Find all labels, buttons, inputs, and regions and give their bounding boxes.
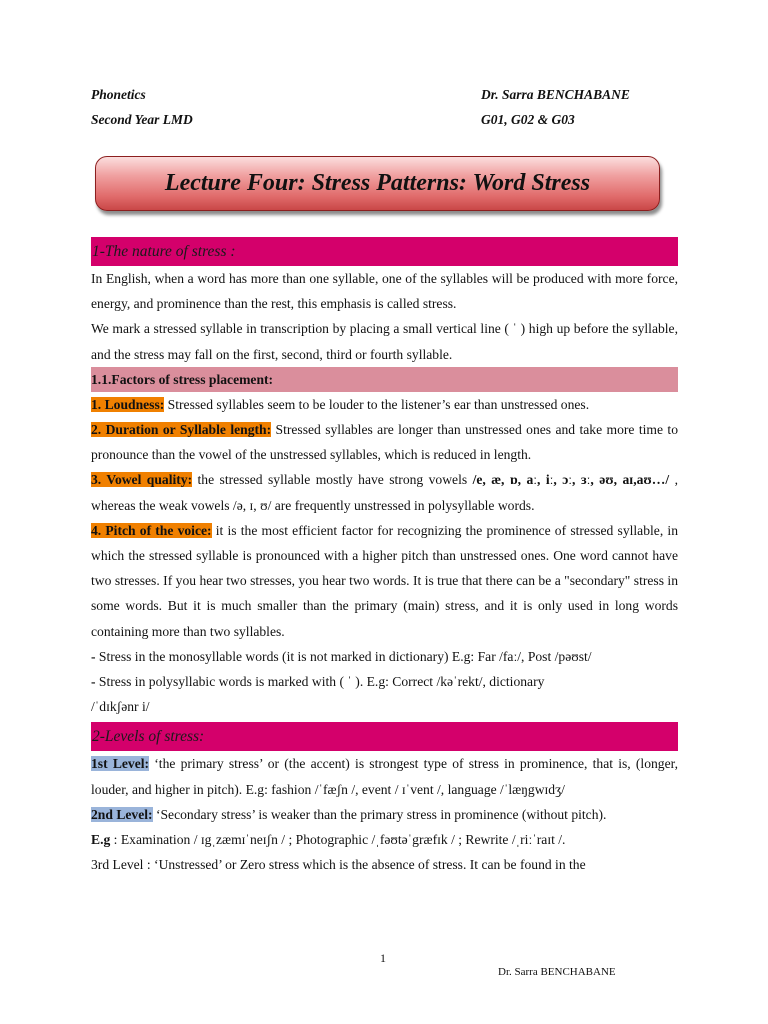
groups: G01, G02 & G03: [481, 112, 575, 127]
factor-text: Stressed syllables seem to be louder to the listener’s ear than unstressed ones.: [164, 396, 590, 412]
example-text: : Examination / ɪgˌzæmɪˈneɪʃn / ; Photographic /ˌfəʊtəˈgræfɪk / ; Rewrite /ˌriːˈraɪt /.: [110, 832, 566, 848]
strong-vowels: /e, æ, ɒ, aː, iː, ɔː, ɜː, əʊ, aɪ,aʊ…/: [472, 472, 670, 488]
factor-pitch: [91, 518, 678, 644]
example-label: E.g: [91, 832, 111, 848]
footer-author: Dr. Sarra BENCHABANE: [498, 966, 616, 978]
factor-duration: [91, 417, 678, 467]
paragraph-marking: We mark a stressed syllable in transcription by placing a small vertical line ( ˈ ) high up before the syllable, and the stress may fall on the first, second, third or fourth syllable.: [91, 321, 678, 362]
lecture-title-box: [95, 156, 660, 211]
factor-text: the stressed syllable mostly have strong vowels: [192, 472, 473, 488]
bullet-dash: -: [91, 648, 96, 664]
factor-label: 2. Duration or Syllable length:: [91, 422, 272, 438]
level-label: 2nd Level:: [91, 806, 153, 822]
level-secondary: [91, 802, 678, 827]
factor-text: Stressed syllables are longer than unstressed ones and take more time to pronounce than the vowel of the unstressed syllables, which is reduced in length.: [91, 422, 678, 463]
factor-vowel-quality: [91, 467, 678, 517]
bullet-text: Stress in polysyllabic words is marked with ( ˈ ). E.g: Correct /kəˈrekt/, dictionary: [95, 674, 545, 690]
factor-loudness: [91, 392, 678, 417]
page-number: 1: [380, 951, 386, 965]
section-heading-levels: 2-Levels of stress:: [91, 722, 678, 751]
lecture-body: [91, 237, 678, 877]
bullet-monosyllable: [91, 644, 678, 669]
bullet-dash: -: [91, 674, 96, 690]
level-text: ‘the primary stress’ or (the accent) is strongest type of stress in prominence, that is, (longer, louder, and higher in pitch). E.g: fashion /ˈfæʃn /, event / ɪˈvent /, language /ˈlæŋgwɪdʒ/: [91, 756, 679, 797]
level-primary: [91, 751, 678, 801]
lecture-title: Lecture Four: Stress Patterns: Word Stress: [164, 170, 591, 196]
author-name: Dr. Sarra BENCHABANE: [481, 87, 630, 102]
paragraph-definition: In English, when a word has more than one syllable, one of the syllables will be produced with more force, energy, and prominence than the rest, this emphasis is called stress.: [91, 271, 678, 312]
section-heading-nature: 1-The nature of stress :: [91, 237, 678, 266]
factor-label: 3. Vowel quality:: [91, 472, 193, 488]
factor-label: 1. Loudness:: [91, 396, 165, 412]
secondary-examples: [91, 827, 678, 852]
course-name: Phonetics: [91, 87, 146, 102]
factor-text: , whereas the weak vowels /ə, ɪ, ʊ/ are frequently unstressed in polysyllable words.: [91, 472, 678, 513]
factor-text: it is the most efficient factor for recognizing the prominence of stressed syllable, in which the stressed syllable is pronounced with a higher pitch than unstressed ones. One word cannot have two stresses. If you hear two stresses, you hear two words. It is true that there can be a "secondary" stress in some words. But it is much smaller than the primary (main) stress, and it is only used in long words containing more than two syllables.: [91, 522, 678, 639]
factor-label: 4. Pitch of the voice:: [91, 522, 212, 538]
level-unstressed: 3rd Level : ‘Unstressed’ or Zero stress which is the absence of stress. It can be found in the: [91, 857, 586, 873]
level-label: 1st Level:: [91, 756, 150, 772]
level-text: ‘Secondary stress’ is weaker than the primary stress in prominence (without pitch).: [152, 806, 607, 822]
bullet-polysyllable: [91, 669, 678, 694]
course-year: Second Year LMD: [91, 112, 193, 127]
bullet-text: Stress in the monosyllable words (it is not marked in dictionary) E.g: Far /faː/, Post /pəʊst/: [95, 648, 592, 664]
bullet-polysyllable-continued: /ˈdɪkʃənr i/: [91, 699, 150, 715]
subsection-heading-factors: 1.1.Factors of stress placement:: [91, 367, 678, 392]
